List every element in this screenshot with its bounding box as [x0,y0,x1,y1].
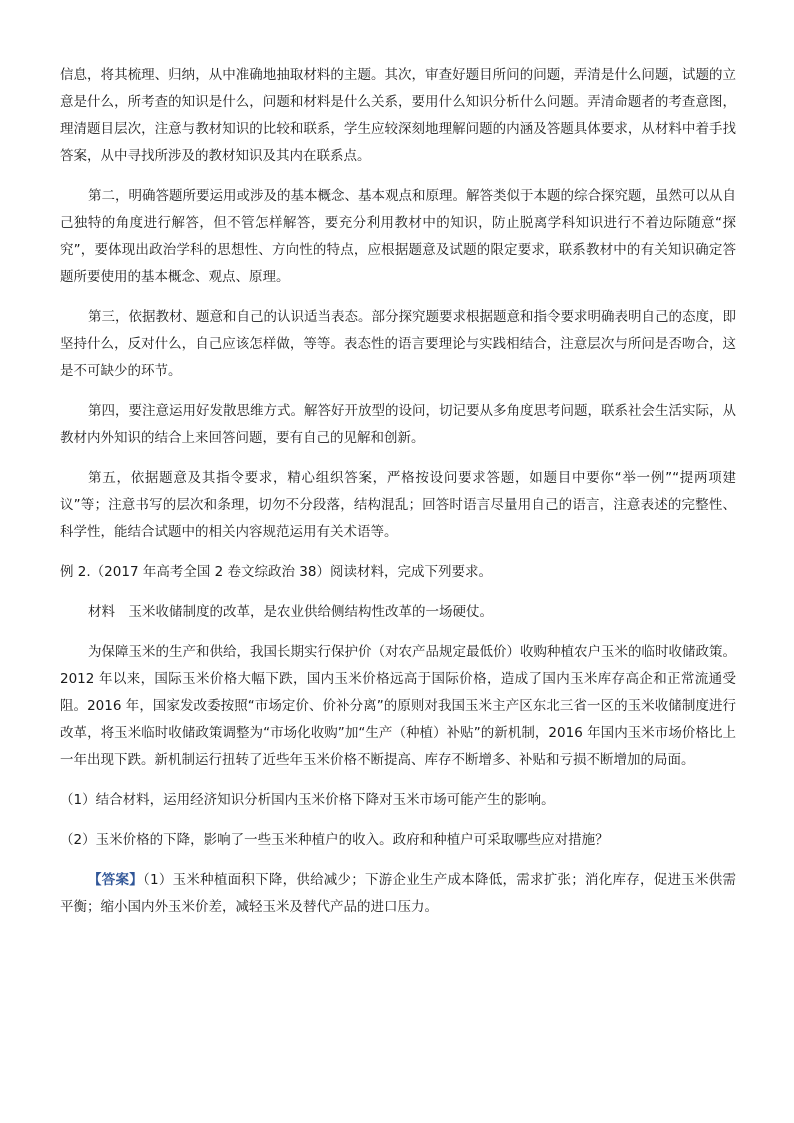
material-intro: 材料 玉米收储制度的改革，是农业供给侧结构性改革的一场硬仗。 [88,604,493,620]
paragraph-second-step: 第二，明确答题所要运用或涉及的基本概念、基本观点和原理。解答类似于本题的综合探究题，虽然可以从自己独特的角度进行解答，但不管怎样解答，要充分利用教材中的知识，防止脱离学科知识进行不着边际随意“探究”，要体现出政治学科的思想性、方向性的特点，应根据题意及试题的限定要求，联系教材中的有关知识确定答题所要使用的基本概念、观点、原理。 [60,188,736,285]
paragraph-analysis-intro: 信息，将其梳理、归纳，从中准确地抽取材料的主题。其次，审查好题目所问的问题，弄清是什么问题，试题的立意是什么，所考查的知识是什么，问题和材料是什么关系，要用什么知识分析什么问题。弄清命题者的考查意图，理清题目层次，注意与教材知识的比较和联系，学生应较深刻地理解问题的内涵及答题具体要求，从材料中着手找答案，从中寻找所涉及的教材知识及其内在联系点。 [60,67,736,164]
answer-label: 【答案】 [88,872,143,888]
answer-paragraph [60,867,736,921]
document-page [60,62,736,921]
paragraph-fourth-step: 第四，要注意运用好发散思维方式。解答好开放型的设问，切记要从多角度思考问题，联系社会生活实际，从教材内外知识的结合上来回答问题，要有自己的见解和创新。 [60,403,736,446]
question-two: （2）玉米价格的下降，影响了一些玉米种植户的收入。政府和种植户可采取哪些应对措施？ [60,832,609,848]
answer-text: （1）玉米种植面积下降，供给减少；下游企业生产成本降低，需求扩张；消化库存，促进玉米供需平衡；缩小国内外玉米价差，减轻玉米及替代产品的进口压力。 [60,872,737,915]
example-heading: 例 2.（2017 年高考全国 2 卷文综政治 38）阅读材料，完成下列要求。 [60,564,492,580]
paragraph-fifth-step: 第五，依据题意及其指令要求，精心组织答案，严格按设问要求答题，如题目中要你“举一例”“提两项建议”等；注意书写的层次和条理，切勿不分段落，结构混乱；回答时语言尽量用自己的语言，注意表述的完整性、科学性，能结合试题中的相关内容规范运用有关术语等。 [60,470,736,540]
paragraph-third-step: 第三，依据教材、题意和自己的认识适当表态。部分探究题要求根据题意和指令要求明确表明自己的态度，即坚持什么，反对什么，自己应该怎样做，等等。表态性的语言要理论与实践相结合，注意层次与所问是否吻合，这是不可缺少的环节。 [60,309,736,379]
question-one: （1）结合材料，运用经济知识分析国内玉米价格下降对玉米市场可能产生的影响。 [60,792,555,808]
material-body: 为保障玉米的生产和供给，我国长期实行保护价（对农产品规定最低价）收购种植农户玉米的临时收储政策。2012 年以来，国际玉米价格大幅下跌，国内玉米价格远高于国际价格，造成了国内玉米库存高企和正常流通受阻。2016 年，国家发改委按照“市场定价、价补分离”的原则对我国玉米主产区东北三省一区的玉米收储制度进行改革，将玉米临时收储政策调整为“市场化收购”加“生产（种植）补贴”的新机制，2016 年国内玉米市场价格比上一年出现下跌。新机制运行扭转了近些年玉米价格不断提高、库存不断增多、补贴和亏损不断增加的局面。 [60,644,736,768]
